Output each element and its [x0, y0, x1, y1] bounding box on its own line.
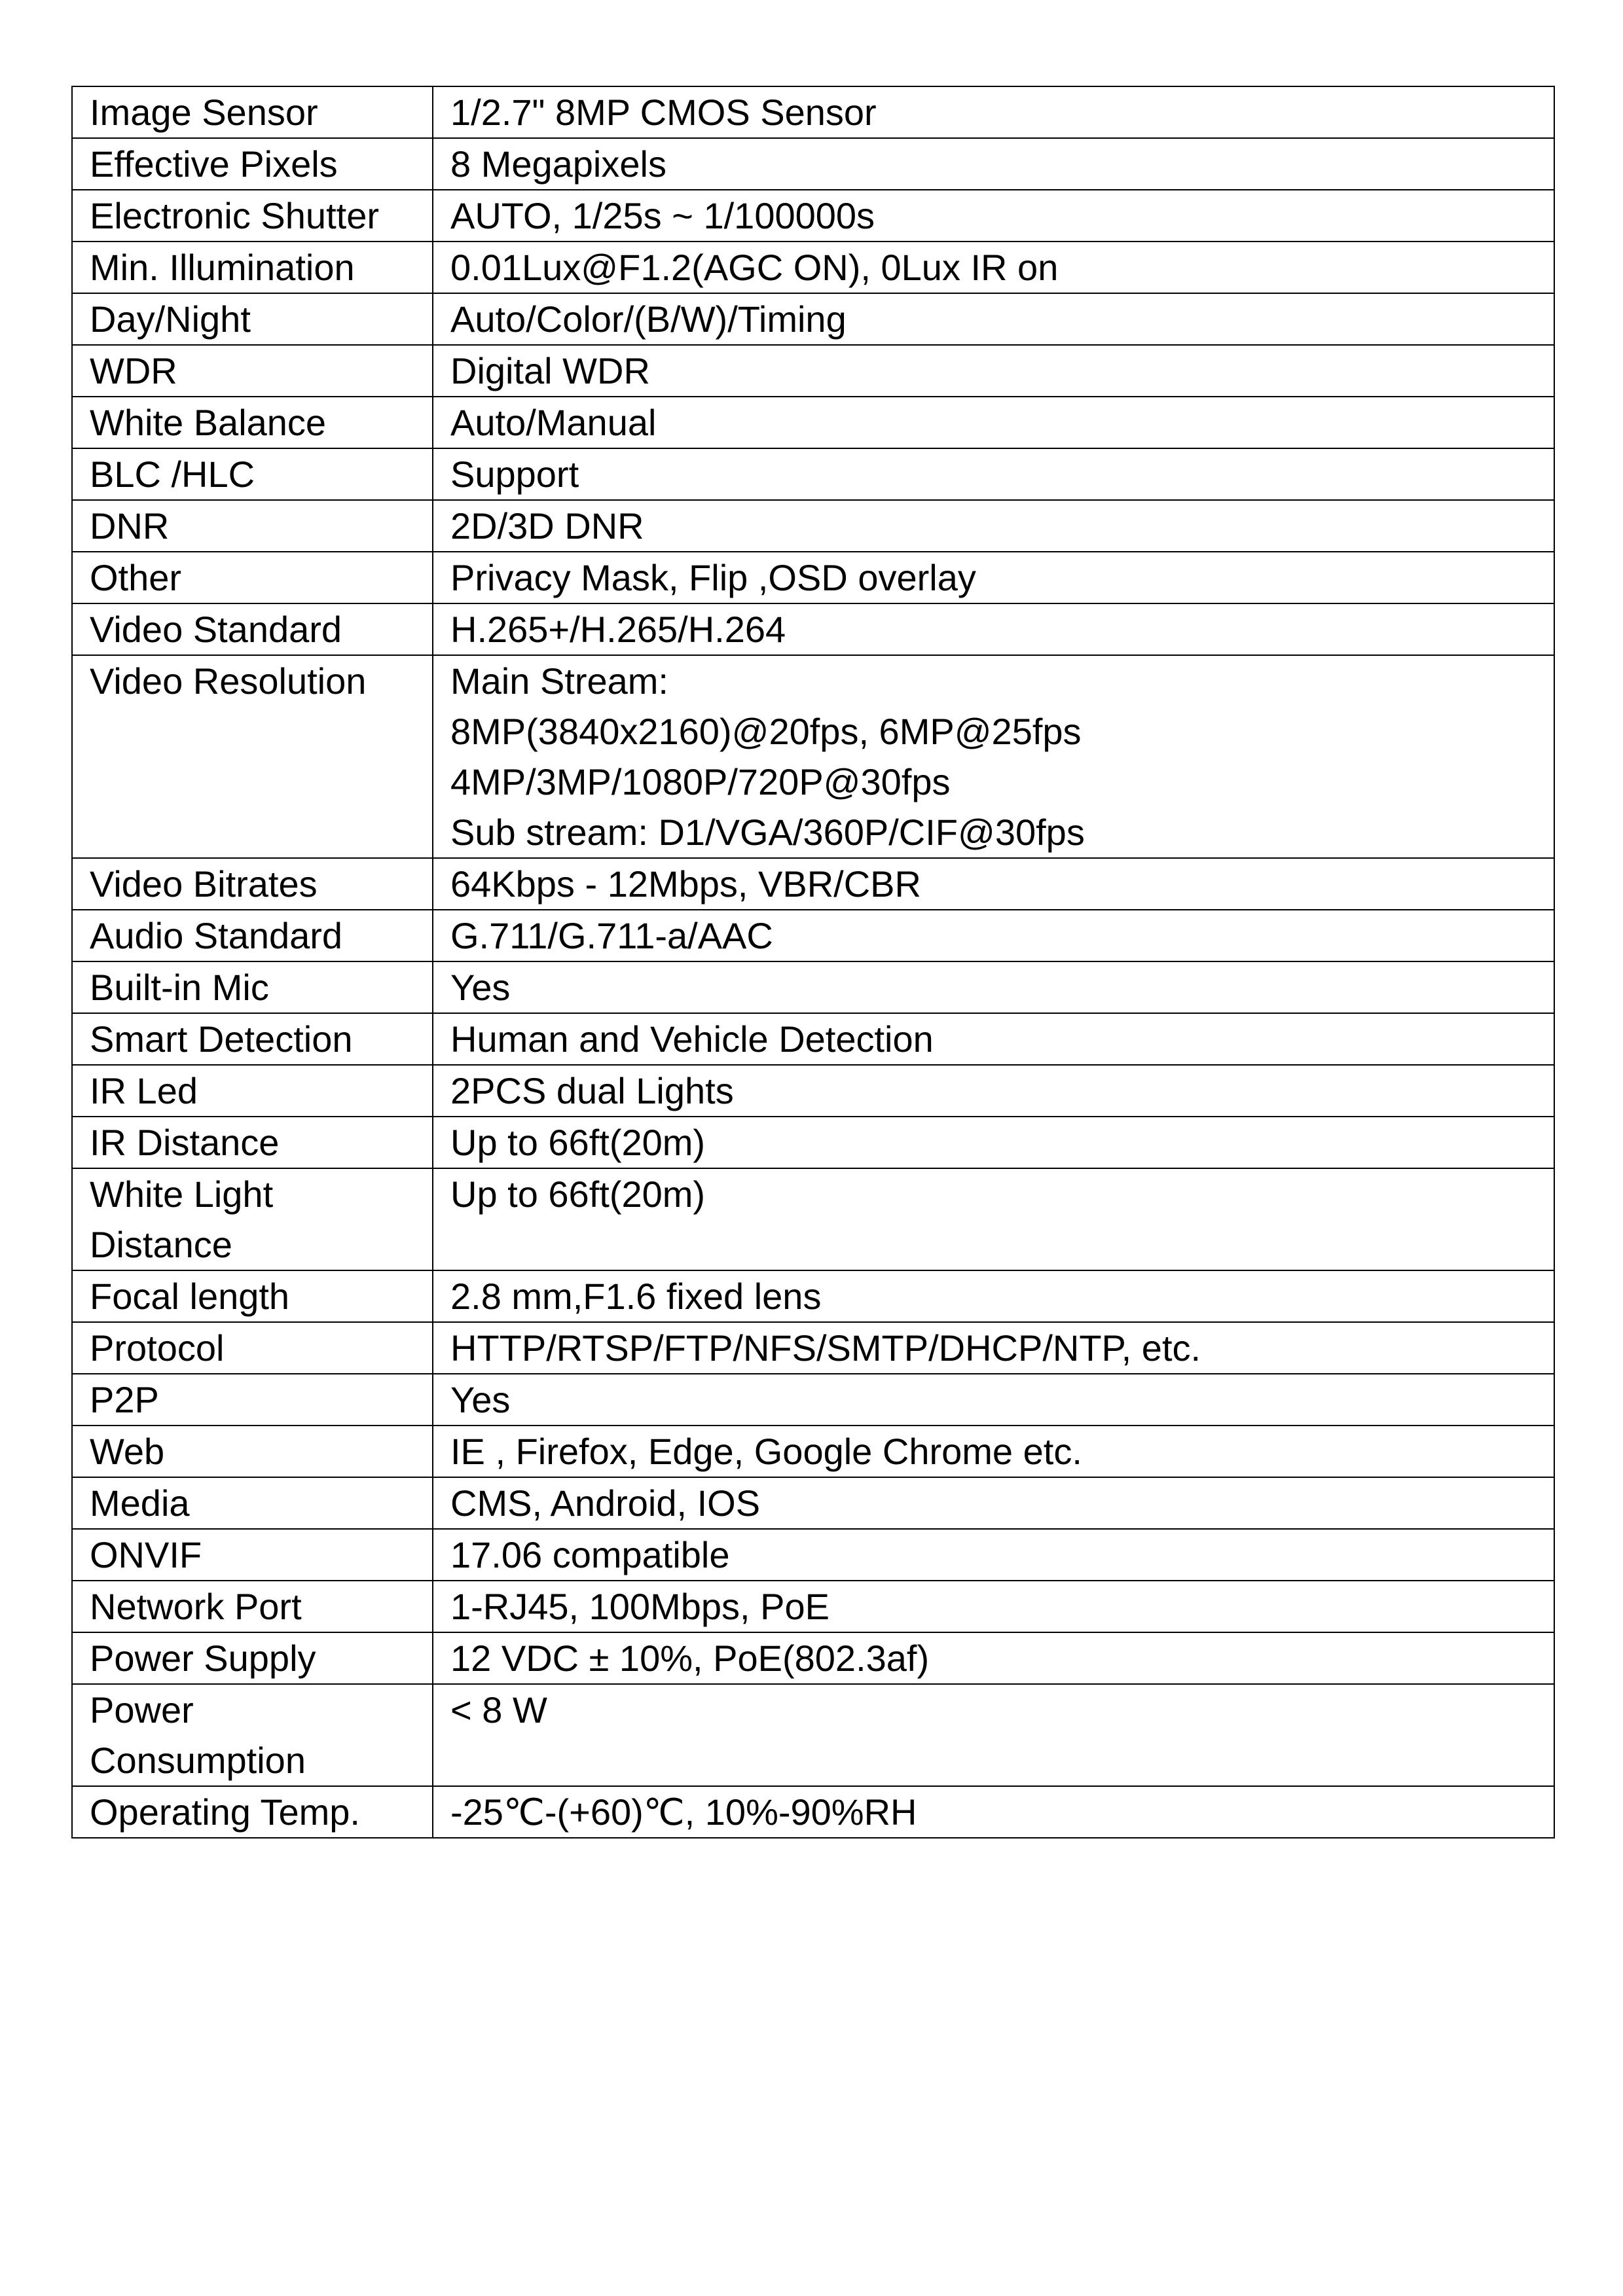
spec-value: Yes	[433, 1374, 1554, 1426]
table-row	[72, 500, 1554, 552]
table-row	[72, 448, 1554, 500]
spec-value: 12 VDC ± 10%, PoE(802.3af)	[433, 1632, 1554, 1684]
table-row	[72, 1270, 1554, 1322]
spec-label: Operating Temp.	[72, 1786, 433, 1838]
spec-value: Auto/Manual	[433, 397, 1554, 448]
spec-value: Yes	[433, 961, 1554, 1013]
spec-value: AUTO, 1/25s ~ 1/100000s	[433, 190, 1554, 242]
spec-value: Support	[433, 448, 1554, 500]
spec-label: Media	[72, 1477, 433, 1529]
table-row	[72, 858, 1554, 910]
table-row	[72, 1477, 1554, 1529]
spec-value: 0.01Lux@F1.2(AGC ON), 0Lux IR on	[433, 242, 1554, 293]
spec-label: Other	[72, 552, 433, 603]
spec-value: CMS, Android, IOS	[433, 1477, 1554, 1529]
spec-label: Protocol	[72, 1322, 433, 1374]
spec-label: ONVIF	[72, 1529, 433, 1581]
spec-value: 2D/3D DNR	[433, 500, 1554, 552]
spec-value: HTTP/RTSP/FTP/NFS/SMTP/DHCP/NTP, etc.	[433, 1322, 1554, 1374]
spec-value: 1/2.7" 8MP CMOS Sensor	[433, 86, 1554, 138]
spec-value: Main Stream: 8MP(3840x2160)@20fps, 6MP@25fps 4MP/3MP/1080P/720P@30fps Sub stream: D1/VGA/360P/CIF@30fps	[433, 655, 1554, 858]
table-row	[72, 1065, 1554, 1117]
table-row	[72, 603, 1554, 655]
spec-label: WDR	[72, 345, 433, 397]
table-row	[72, 1168, 1554, 1270]
table-row	[72, 345, 1554, 397]
spec-label: IR Distance	[72, 1117, 433, 1168]
table-row	[72, 1581, 1554, 1632]
spec-label: Audio Standard	[72, 910, 433, 961]
table-row	[72, 655, 1554, 858]
spec-label: Focal length	[72, 1270, 433, 1322]
table-row	[72, 190, 1554, 242]
spec-label: White Balance	[72, 397, 433, 448]
spec-value: IE , Firefox, Edge, Google Chrome etc.	[433, 1426, 1554, 1477]
spec-value: Privacy Mask, Flip ,OSD overlay	[433, 552, 1554, 603]
spec-value: Up to 66ft(20m)	[433, 1168, 1554, 1270]
table-row	[72, 961, 1554, 1013]
spec-label: Effective Pixels	[72, 138, 433, 190]
spec-value: 17.06 compatible	[433, 1529, 1554, 1581]
table-row	[72, 1013, 1554, 1065]
spec-value: Up to 66ft(20m)	[433, 1117, 1554, 1168]
spec-value: -25℃-(+60)℃, 10%-90%RH	[433, 1786, 1554, 1838]
table-row	[72, 1374, 1554, 1426]
table-row	[72, 1322, 1554, 1374]
spec-label: Electronic Shutter	[72, 190, 433, 242]
table-row	[72, 1632, 1554, 1684]
spec-value: < 8 W	[433, 1684, 1554, 1786]
spec-label: BLC /HLC	[72, 448, 433, 500]
spec-label: Video Standard	[72, 603, 433, 655]
spec-value: 64Kbps - 12Mbps, VBR/CBR	[433, 858, 1554, 910]
spec-label: Min. Illumination	[72, 242, 433, 293]
spec-value: Digital WDR	[433, 345, 1554, 397]
spec-value: 8 Megapixels	[433, 138, 1554, 190]
spec-value: 2.8 mm,F1.6 fixed lens	[433, 1270, 1554, 1322]
table-row	[72, 1529, 1554, 1581]
table-row	[72, 552, 1554, 603]
table-row	[72, 293, 1554, 345]
table-row	[72, 1426, 1554, 1477]
table-row	[72, 1117, 1554, 1168]
specification-table-body	[72, 86, 1554, 1838]
spec-value: 2PCS dual Lights	[433, 1065, 1554, 1117]
spec-label: IR Led	[72, 1065, 433, 1117]
spec-label: Power Consumption	[72, 1684, 433, 1786]
spec-label: Image Sensor	[72, 86, 433, 138]
spec-label: P2P	[72, 1374, 433, 1426]
spec-label: DNR	[72, 500, 433, 552]
table-row	[72, 397, 1554, 448]
table-row	[72, 1684, 1554, 1786]
spec-label: Power Supply	[72, 1632, 433, 1684]
spec-label: Day/Night	[72, 293, 433, 345]
spec-value: H.265+/H.265/H.264	[433, 603, 1554, 655]
table-row	[72, 242, 1554, 293]
spec-value: 1-RJ45, 100Mbps, PoE	[433, 1581, 1554, 1632]
table-row	[72, 1786, 1554, 1838]
table-row	[72, 910, 1554, 961]
spec-label: Video Resolution	[72, 655, 433, 858]
spec-label: Built-in Mic	[72, 961, 433, 1013]
specification-table	[71, 86, 1555, 1839]
spec-value: G.711/G.711-a/AAC	[433, 910, 1554, 961]
spec-label: Video Bitrates	[72, 858, 433, 910]
spec-label: Web	[72, 1426, 433, 1477]
spec-label: Smart Detection	[72, 1013, 433, 1065]
table-row	[72, 138, 1554, 190]
spec-value: Human and Vehicle Detection	[433, 1013, 1554, 1065]
table-row	[72, 86, 1554, 138]
spec-label: White Light Distance	[72, 1168, 433, 1270]
spec-label: Network Port	[72, 1581, 433, 1632]
spec-value: Auto/Color/(B/W)/Timing	[433, 293, 1554, 345]
